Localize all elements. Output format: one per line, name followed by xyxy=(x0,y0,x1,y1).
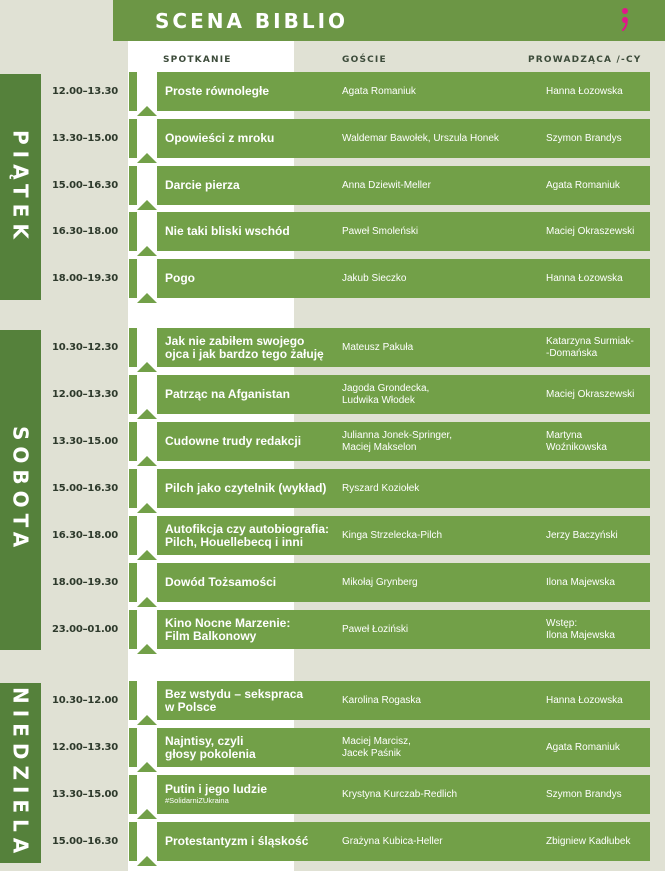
event-time: 12.00–13.30 xyxy=(52,85,119,97)
event-title xyxy=(165,728,343,767)
event-hosts-text xyxy=(546,430,607,454)
event-hosts-text xyxy=(546,695,623,707)
event-hosts-text xyxy=(546,180,620,192)
event-time: 10.30–12.00 xyxy=(52,694,119,706)
bookmark-tab-icon xyxy=(137,420,157,465)
event-title-line: głosy pokolenia xyxy=(165,746,256,761)
event-hosts-text xyxy=(546,133,622,145)
host-line: Ilona Majewska xyxy=(546,576,615,588)
event-guests-text xyxy=(342,430,452,454)
event-title-line: Jak nie zabiłem swojego xyxy=(165,333,305,348)
guest-line: Mateusz Pakuła xyxy=(342,341,414,353)
event-guests-text xyxy=(342,836,443,848)
event-hosts xyxy=(546,822,656,861)
day-label: PIĄTEK xyxy=(8,129,33,245)
event-guests xyxy=(342,166,542,205)
guest-line: Jagoda Grondecka, xyxy=(342,382,430,394)
host-line: Wstęp: xyxy=(546,617,578,629)
event-title xyxy=(165,72,343,111)
host-line: Agata Romaniuk xyxy=(546,741,620,753)
guest-line: Ryszard Koziołek xyxy=(342,482,420,494)
event-hosts xyxy=(546,610,656,649)
event-title-line: w Polsce xyxy=(165,699,217,714)
guest-line: Waldemar Bawołek, Urszula Honek xyxy=(342,132,499,144)
event-title-line: Patrząc na Afganistan xyxy=(165,387,290,401)
host-line: Maciej Okraszewski xyxy=(546,388,635,400)
event-guests-text xyxy=(342,789,457,801)
event-time: 16.30–18.00 xyxy=(52,225,119,237)
event-time: 15.00–16.30 xyxy=(52,482,119,494)
event-guests xyxy=(342,775,542,814)
event-title-line: Dowód Tożsamości xyxy=(165,575,277,589)
event-time: 15.00–16.30 xyxy=(52,179,119,191)
event-title xyxy=(165,166,343,205)
event-hosts xyxy=(546,422,656,461)
page-title: SCENA BIBLIO xyxy=(155,9,349,33)
bookmark-tab-icon xyxy=(137,561,157,606)
event-guests-text xyxy=(342,577,418,589)
bookmark-tab-icon xyxy=(137,726,157,771)
event-time: 13.30–15.00 xyxy=(52,132,119,144)
event-title-line: Najntisy, czyli xyxy=(165,733,244,748)
event-time: 13.30–15.00 xyxy=(52,788,119,800)
event-title xyxy=(165,375,343,414)
event-hosts xyxy=(546,166,656,205)
event-hosts-text xyxy=(546,86,623,98)
event-time: 18.00–19.30 xyxy=(52,576,119,588)
bookmark-tab-icon xyxy=(137,373,157,418)
event-hosts-text xyxy=(546,273,623,285)
event-hosts-text xyxy=(546,789,622,801)
event-guests xyxy=(342,469,542,508)
guest-line: Karolina Rogaska xyxy=(342,694,421,706)
event-guests xyxy=(342,259,542,298)
event-guests-text xyxy=(342,86,416,98)
event-guests xyxy=(342,422,542,461)
bookmark-tab-icon xyxy=(137,70,157,115)
event-guests xyxy=(342,375,542,414)
bookmark-tab-icon xyxy=(137,773,157,818)
event-title xyxy=(165,681,343,720)
bookmark-tab-icon xyxy=(137,117,157,162)
guest-line: Paweł Smoleński xyxy=(342,225,419,237)
event-hosts xyxy=(546,259,656,298)
event-hosts xyxy=(546,516,656,555)
event-hosts xyxy=(546,563,656,602)
event-guests xyxy=(342,212,542,251)
bookmark-tab-icon xyxy=(137,210,157,255)
event-hosts xyxy=(546,119,656,158)
event-guests xyxy=(342,516,542,555)
event-guests xyxy=(342,822,542,861)
column-header-event: SPOTKANIE xyxy=(163,55,232,65)
day-label: NIEDZIELA xyxy=(8,686,33,860)
event-title-line: Nie taki bliski wschód xyxy=(165,224,290,238)
semicolon-logo-icon xyxy=(618,4,632,32)
event-hosts xyxy=(546,375,656,414)
event-guests-text xyxy=(342,530,442,542)
bookmark-tab-icon xyxy=(137,326,157,371)
guest-line: Krystyna Kurczab-Redlich xyxy=(342,788,458,800)
host-line: Zbigniew Kadłubek xyxy=(546,835,631,847)
event-title-line: Cudowne trudy redakcji xyxy=(165,434,302,448)
guest-line: Julianna Jonek-Springer, xyxy=(342,429,453,441)
event-title xyxy=(165,516,343,555)
host-line: Hanna Łozowska xyxy=(546,85,623,97)
host-line: Szymon Brandys xyxy=(546,132,622,144)
bookmark-tab-icon xyxy=(137,820,157,865)
event-guests-text xyxy=(342,695,421,707)
event-hosts xyxy=(546,328,656,367)
host-line: Katarzyna Surmiak- xyxy=(546,335,634,347)
event-hosts-text xyxy=(546,577,615,589)
event-title-line: ojca i jak bardzo tego żałuję xyxy=(165,346,324,361)
event-guests xyxy=(342,72,542,111)
event-hosts-text xyxy=(546,618,615,642)
event-title-line: Opowieści z mroku xyxy=(165,131,275,145)
guest-line: Kinga Strzelecka-Pilch xyxy=(342,529,443,541)
guest-line: Maciej Marcisz, xyxy=(342,735,411,747)
event-guests-text xyxy=(342,273,406,285)
host-line: Jerzy Baczyński xyxy=(546,529,618,541)
event-hashtag: #SolidarniZUkraina xyxy=(165,796,229,805)
guest-line: Jakub Sieczko xyxy=(342,272,407,284)
event-guests-text xyxy=(342,624,408,636)
guest-line: Agata Romaniuk xyxy=(342,85,416,97)
event-title-line: Protestantyzm i śląskość xyxy=(165,834,309,848)
event-title xyxy=(165,822,343,861)
event-hosts-text xyxy=(546,389,634,401)
event-title-line: Pogo xyxy=(165,271,195,285)
guest-line: Mikołaj Grynberg xyxy=(342,576,418,588)
event-hosts xyxy=(546,681,656,720)
event-hosts-text xyxy=(546,226,634,238)
event-guests xyxy=(342,610,542,649)
guest-line: Grażyna Kubica-Heller xyxy=(342,835,443,847)
event-title-line: Proste równoległe xyxy=(165,84,270,98)
event-guests xyxy=(342,563,542,602)
event-guests-text xyxy=(342,180,431,192)
column-header-guests: GOŚCIE xyxy=(342,55,387,65)
event-time: 16.30–18.00 xyxy=(52,529,119,541)
host-line: Hanna Łozowska xyxy=(546,272,623,284)
event-time: 23.00–01.00 xyxy=(52,623,119,635)
event-title xyxy=(165,563,343,602)
event-time: 13.30–15.00 xyxy=(52,435,119,447)
event-title-line: Putin i jego ludzie xyxy=(165,782,267,796)
event-title xyxy=(165,328,343,367)
event-time: 15.00–16.30 xyxy=(52,835,119,847)
event-title-line: Pilch jako czytelnik (wykład) xyxy=(165,481,327,495)
event-title xyxy=(165,610,343,649)
bookmark-tab-icon xyxy=(137,164,157,209)
bookmark-tab-icon xyxy=(137,467,157,512)
bookmark-tab-icon xyxy=(137,608,157,653)
event-hosts-text xyxy=(546,530,618,542)
event-title-line: Kino Nocne Marzenie: xyxy=(165,615,291,630)
event-guests xyxy=(342,119,542,158)
event-title xyxy=(165,775,343,814)
guest-line: Jacek Paśnik xyxy=(342,747,401,759)
event-guests-text xyxy=(342,483,419,495)
event-guests xyxy=(342,728,542,767)
event-hosts xyxy=(546,775,656,814)
event-title-line: Film Balkonowy xyxy=(165,628,257,643)
bookmark-tab-icon xyxy=(137,257,157,302)
host-line: Woźnikowska xyxy=(546,441,607,453)
event-hosts xyxy=(546,72,656,111)
event-hosts-text xyxy=(546,836,631,848)
host-line: Hanna Łozowska xyxy=(546,694,623,706)
day-label: SOBOTA xyxy=(8,426,33,554)
event-guests xyxy=(342,681,542,720)
event-title xyxy=(165,259,343,298)
guest-line: Maciej Makselon xyxy=(342,441,417,453)
event-hosts xyxy=(546,469,656,508)
event-title xyxy=(165,212,343,251)
host-line: Szymon Brandys xyxy=(546,788,622,800)
event-guests-text xyxy=(342,133,499,145)
event-hosts-text xyxy=(546,336,634,360)
event-guests-text xyxy=(342,226,418,238)
guest-line: Anna Dziewit-Meller xyxy=(342,179,431,191)
host-line: Maciej Okraszewski xyxy=(546,225,635,237)
event-title xyxy=(165,119,343,158)
guest-line: Paweł Łoziński xyxy=(342,623,409,635)
event-time: 12.00–13.30 xyxy=(52,388,119,400)
event-guests-text xyxy=(342,736,411,760)
event-time: 12.00–13.30 xyxy=(52,741,119,753)
host-line: Agata Romaniuk xyxy=(546,179,620,191)
event-title xyxy=(165,469,343,508)
event-time: 10.30–12.30 xyxy=(52,341,119,353)
event-title-line: Bez wstydu – sekspraca xyxy=(165,686,304,701)
guest-line: Ludwika Włodek xyxy=(342,394,415,406)
host-line: -Domańska xyxy=(546,347,598,359)
event-title-line: Autofikcja czy autobiografia: xyxy=(165,521,330,536)
column-header-hosts: PROWADZĄCA /-CY xyxy=(528,55,642,65)
bookmark-tab-icon xyxy=(137,679,157,724)
event-guests-text xyxy=(342,342,413,354)
host-line: Ilona Majewska xyxy=(546,629,615,641)
event-title xyxy=(165,422,343,461)
event-guests xyxy=(342,328,542,367)
header-banner xyxy=(113,0,665,41)
event-title-line: Darcie pierza xyxy=(165,178,240,192)
event-guests-text xyxy=(342,383,429,407)
bookmark-tab-icon xyxy=(137,514,157,559)
event-title-line: Pilch, Houellebecq i inni xyxy=(165,534,304,549)
event-time: 18.00–19.30 xyxy=(52,272,119,284)
event-hosts-text xyxy=(546,742,620,754)
event-hosts xyxy=(546,212,656,251)
host-line: Martyna xyxy=(546,429,583,441)
event-hosts xyxy=(546,728,656,767)
